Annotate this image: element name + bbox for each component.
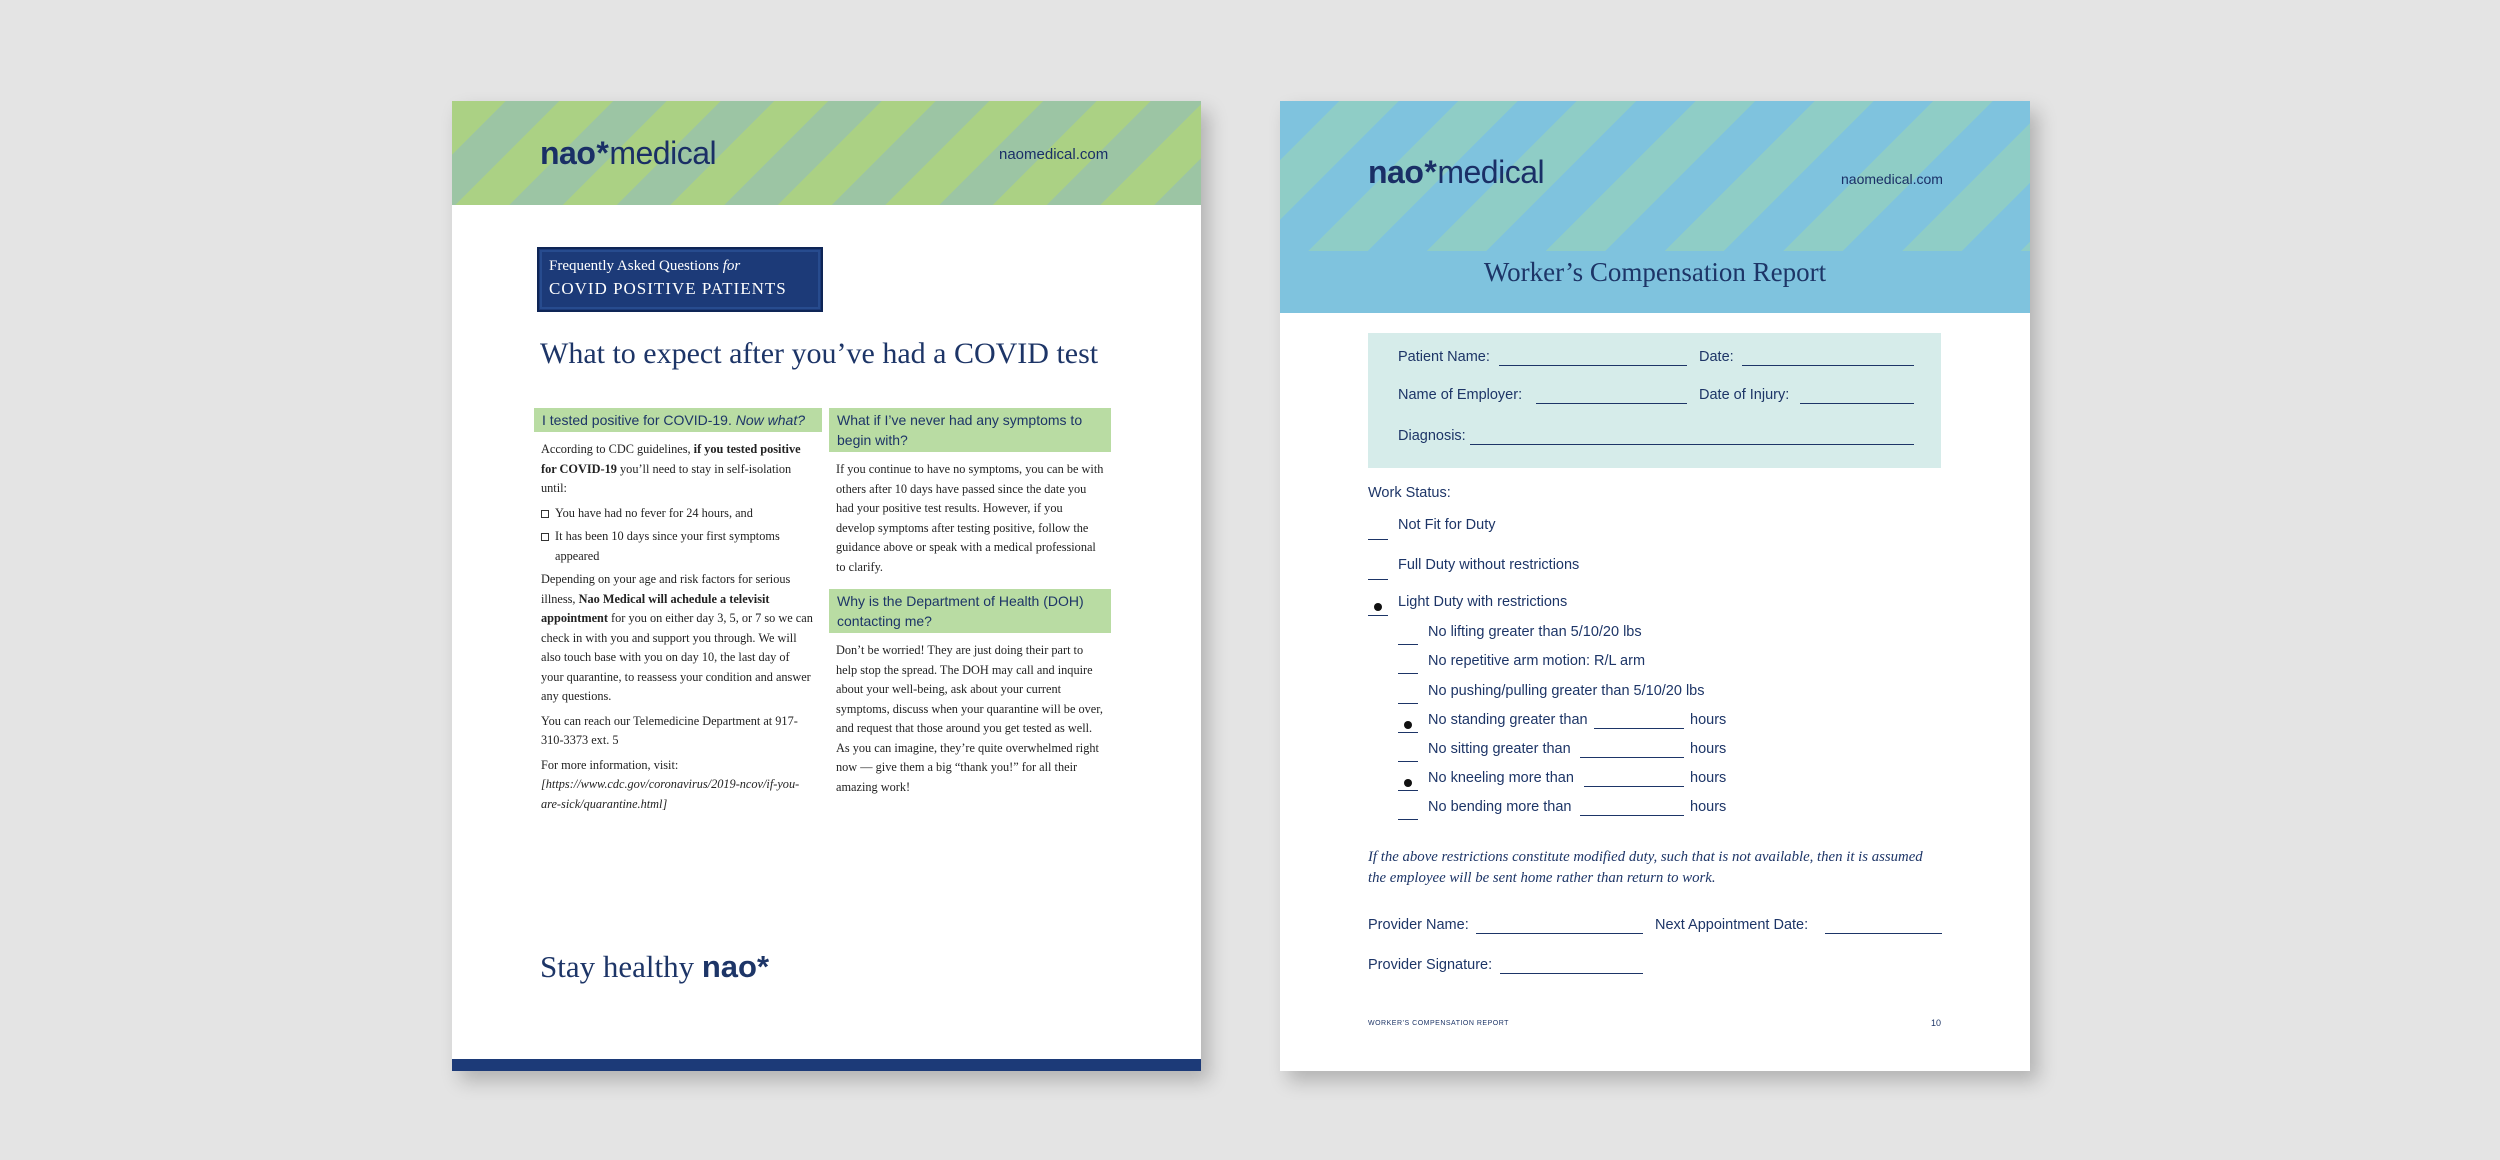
restriction-checkbox[interactable] [1398, 761, 1418, 762]
next-appointment-label: Next Appointment Date: [1655, 917, 1809, 933]
date-of-injury-field[interactable] [1800, 403, 1914, 404]
restriction-option: No bending more than [1428, 799, 1572, 815]
question-heading: Why is the Department of Health (DOH) contacting me? [829, 589, 1111, 633]
question-heading: I tested positive for COVID-19. Now what? [534, 408, 822, 432]
hours-field[interactable] [1580, 815, 1684, 816]
restriction-option: No pushing/pulling greater than 5/10/20 lbs [1428, 683, 1705, 699]
paragraph: If you continue to have no symptoms, you can be with others after 10 days have passed since the date you had your positive test results. However, if you develop symptoms after testing positive, follow the guidance above or speak with a medical professional to clarify. [836, 462, 1104, 574]
paragraph: You can reach our Telemedicine Department at 917-310-3373 ext. 5 [541, 713, 798, 747]
bullet-list [541, 504, 815, 567]
list-item: You have had no fever for 24 hours, and [541, 504, 815, 524]
selected-mark [1404, 779, 1412, 787]
restriction-option: No standing greater than [1428, 712, 1588, 728]
diagnosis-label: Diagnosis: [1398, 428, 1466, 444]
paragraph: Don’t be worried! They are just doing their part to help stop the spread. The DOH may call and inquire about your well-being, ask about your current symptoms, discuss when your quarantine will be over, and request that those around you get tested as well. As you can imagine, they’re quite overwhelmed right now — give them a big “thank you!” for all their amazing work! [836, 643, 1103, 794]
right-column [829, 408, 1111, 802]
question-heading: What if I’ve never had any symptoms to begin with? [829, 408, 1111, 452]
restriction-checkbox[interactable] [1398, 673, 1418, 674]
date-field[interactable] [1742, 365, 1914, 366]
hours-field[interactable] [1584, 786, 1684, 787]
patient-name-field[interactable] [1499, 365, 1687, 366]
hours-label: hours [1690, 741, 1727, 757]
hours-label: hours [1690, 799, 1727, 815]
status-option: Not Fit for Duty [1398, 517, 1496, 533]
provider-name-field[interactable] [1476, 933, 1643, 934]
status-checkbox[interactable] [1368, 579, 1388, 580]
cdc-link[interactable]: [https://www.cdc.gov/coronavirus/2019-ncov/if-you-are-sick/quarantine.html] [541, 777, 800, 811]
date-of-injury-label: Date of Injury: [1699, 387, 1790, 403]
status-checkbox[interactable] [1368, 615, 1388, 616]
faq-page [452, 101, 1201, 1071]
hours-label: hours [1690, 770, 1727, 786]
restriction-option: No sitting greater than [1428, 741, 1571, 757]
restriction-checkbox[interactable] [1398, 732, 1418, 733]
workers-comp-page [1280, 101, 2030, 1071]
paragraph: According to CDC guidelines, if you tested positive for COVID-19 you’ll need to stay in self-isolation until: [541, 442, 801, 495]
report-title: Worker’s Compensation Report [1483, 257, 1827, 287]
page-number: 10 [1931, 1018, 1942, 1028]
selected-mark [1404, 721, 1412, 729]
left-column [534, 408, 822, 819]
restrictions-note: If the above restrictions constitute modified duty, such that is not available, then it is assumed the employee will be sent home rather than return to work. [1368, 849, 1923, 886]
status-option: Full Duty without restrictions [1398, 557, 1580, 573]
hours-field[interactable] [1594, 728, 1684, 729]
restriction-checkbox[interactable] [1398, 644, 1418, 645]
date-label: Date: [1699, 349, 1734, 365]
next-appointment-field[interactable] [1825, 933, 1942, 934]
provider-signature-label: Provider Signature: [1368, 957, 1493, 973]
status-option: Light Duty with restrictions [1398, 594, 1568, 610]
hours-label: hours [1690, 712, 1727, 728]
restriction-option: No repetitive arm motion: R/L arm [1428, 653, 1646, 669]
faq-badge: Frequently Asked Questions for COVID POSITIVE PATIENTS [537, 247, 823, 312]
employer-label: Name of Employer: [1398, 387, 1523, 403]
nao-medical-logo: nao*medical [540, 135, 717, 171]
work-status-label: Work Status: [1368, 485, 1451, 501]
restriction-checkbox[interactable] [1398, 790, 1418, 791]
restriction-checkbox[interactable] [1398, 819, 1418, 820]
page-title: What to expect after you’ve had a COVID test [540, 337, 1099, 370]
status-checkbox[interactable] [1368, 539, 1388, 540]
provider-signature-field[interactable] [1500, 973, 1643, 974]
restriction-option: No lifting greater than 5/10/20 lbs [1428, 624, 1642, 640]
nao-medical-logo: nao*medical [1368, 154, 1545, 190]
diagnosis-field[interactable] [1470, 444, 1914, 445]
restriction-option: No kneeling more than [1428, 770, 1574, 786]
site-url[interactable]: naomedical.com [999, 146, 1109, 163]
patient-name-label: Patient Name: [1398, 349, 1490, 365]
list-item: It has been 10 days since your first symptoms appeared [541, 527, 815, 566]
paragraph: Depending on your age and risk factors for serious illness, Nao Medical will achedule a televisit appointment for you on either day 3, 5, or 7 so we can check in with you and support you through. We will also touch base with you on day 10, the last day of your quarantine, to reassess your condition and answer any questions. [541, 572, 813, 703]
patient-info-box [1368, 333, 1941, 468]
employer-field[interactable] [1536, 403, 1687, 404]
footer-bar [452, 1059, 1201, 1071]
footer-label: WORKER’S COMPENSATION REPORT [1368, 1020, 1509, 1027]
stay-healthy-tagline: Stay healthy nao* [540, 949, 770, 984]
site-url[interactable]: naomedical.com [1841, 171, 1943, 187]
hours-field[interactable] [1580, 757, 1684, 758]
restriction-checkbox[interactable] [1398, 703, 1418, 704]
selected-mark [1374, 603, 1382, 611]
provider-name-label: Provider Name: [1368, 917, 1469, 933]
paragraph: For more information, visit: [https://www.cdc.gov/coronavirus/2019-ncov/if-you-are-sick/quarantine.html] [541, 757, 800, 811]
